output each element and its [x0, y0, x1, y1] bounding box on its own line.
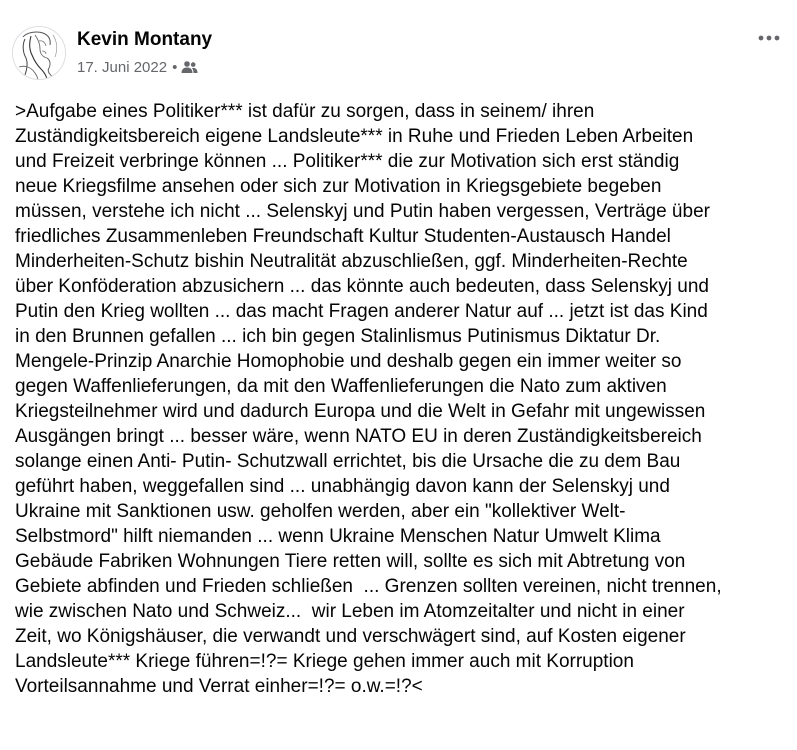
post-header — [12, 26, 783, 82]
post-text-line: Gebäude Fabriken Wohnungen Tiere retten will, sollte es sich mit Abtretung von — [15, 551, 686, 572]
post-text-line: und Freizeit verbringe können ... Politiker*** die zur Motivation sich erst ständig — [15, 151, 680, 172]
friends-audience-icon[interactable] — [181, 60, 198, 74]
post-text-line: Zeit, wo Königshäuser, die verwandt und verschwägert sind, auf Kosten eigener — [15, 626, 686, 647]
sketch-portrait-icon — [13, 27, 66, 80]
post-text-line: Minderheiten-Schutz bishin Neutralität abzuschließen, ggf. Minderheiten-Rechte — [15, 251, 688, 272]
post-meta — [77, 57, 198, 77]
post-text-line: müssen, verstehe ich nicht ... Selenskyj und Putin haben vergessen, Verträge über — [15, 201, 710, 222]
post-text-line: friedliches Zusammenleben Freundschaft Kultur Studenten-Austausch Handel — [15, 226, 671, 247]
avatar[interactable] — [12, 26, 66, 80]
post-text-line: Zuständigkeitsbereich eigene Landsleute*** in Ruhe und Frieden Leben Arbeiten — [15, 126, 694, 147]
post-text-line: Ausgängen bringt ... besser wäre, wenn NATO EU in deren Zuständigkeitsbereich — [15, 426, 702, 447]
post-text-line: Kriegsteilnehmer wird und dadurch Europa und die Welt in Gefahr mit ungewissen — [15, 401, 706, 422]
post-text-line: solange einen Anti- Putin- Schutzwall errichtet, bis die Ursache die zu dem Bau — [15, 451, 681, 472]
post-text-line: geführt haben, weggefallen sind ... unabhängig davon kann der Selenskyj und — [15, 476, 670, 497]
post-text-line: Landsleute*** Kriege führen=!?= Kriege gehen immer auch mit Korruption — [15, 651, 634, 672]
post-text-line: gegen Waffenlieferungen, da mit den Waffenlieferungen die Nato zum aktiven — [15, 376, 667, 397]
more-options-button[interactable] — [755, 26, 783, 50]
meta-separator: • — [172, 58, 178, 76]
post-text-line: neue Kriegsfilme ansehen oder sich zur Motivation in Kriegsgebiete begeben — [15, 176, 662, 197]
post-text-line: in den Brunnen gefallen ... ich bin gegen Stalinlismus Putinismus Diktatur Dr. — [15, 326, 661, 347]
post-text-line: wie zwischen Nato und Schweiz... wir Leben im Atomzeitalter und nicht in einer — [15, 601, 685, 622]
post-text-line: >Aufgabe eines Politiker*** ist dafür zu sorgen, dass in seinem/ ihren — [15, 101, 595, 122]
post-text-line: Vorteilsannahme und Verrat einher=!?= o.w.=!?< — [15, 676, 423, 697]
author-name[interactable]: Kevin Montany — [77, 29, 213, 50]
post-text-line: Ukraine mit Sanktionen usw. geholfen werden, aber ein "kollektiver Welt- — [15, 501, 626, 522]
post-text-line: über Konföderation abzusichern ... das könnte auch bedeuten, dass Selenskyj und — [15, 276, 709, 297]
post-text-line: Selbstmord" hilft niemanden ... wenn Ukraine Menschen Natur Umwelt Klima — [15, 526, 661, 547]
post-text-line: Mengele-Prinzip Anarchie Homophobie und deshalb gegen ein immer weiter so — [15, 351, 682, 372]
post-text-line: Putin den Krieg wollten ... das macht Fragen anderer Natur auf ... jetzt ist das Kind — [15, 301, 708, 322]
post-text — [15, 99, 787, 699]
post-date[interactable]: 17. Juni 2022 — [77, 58, 168, 76]
post-text-line: Gebiete abfinden und Frieden schließen ... Grenzen sollten vereinen, nicht trennen, — [15, 576, 722, 597]
more-options-icon — [758, 35, 780, 41]
